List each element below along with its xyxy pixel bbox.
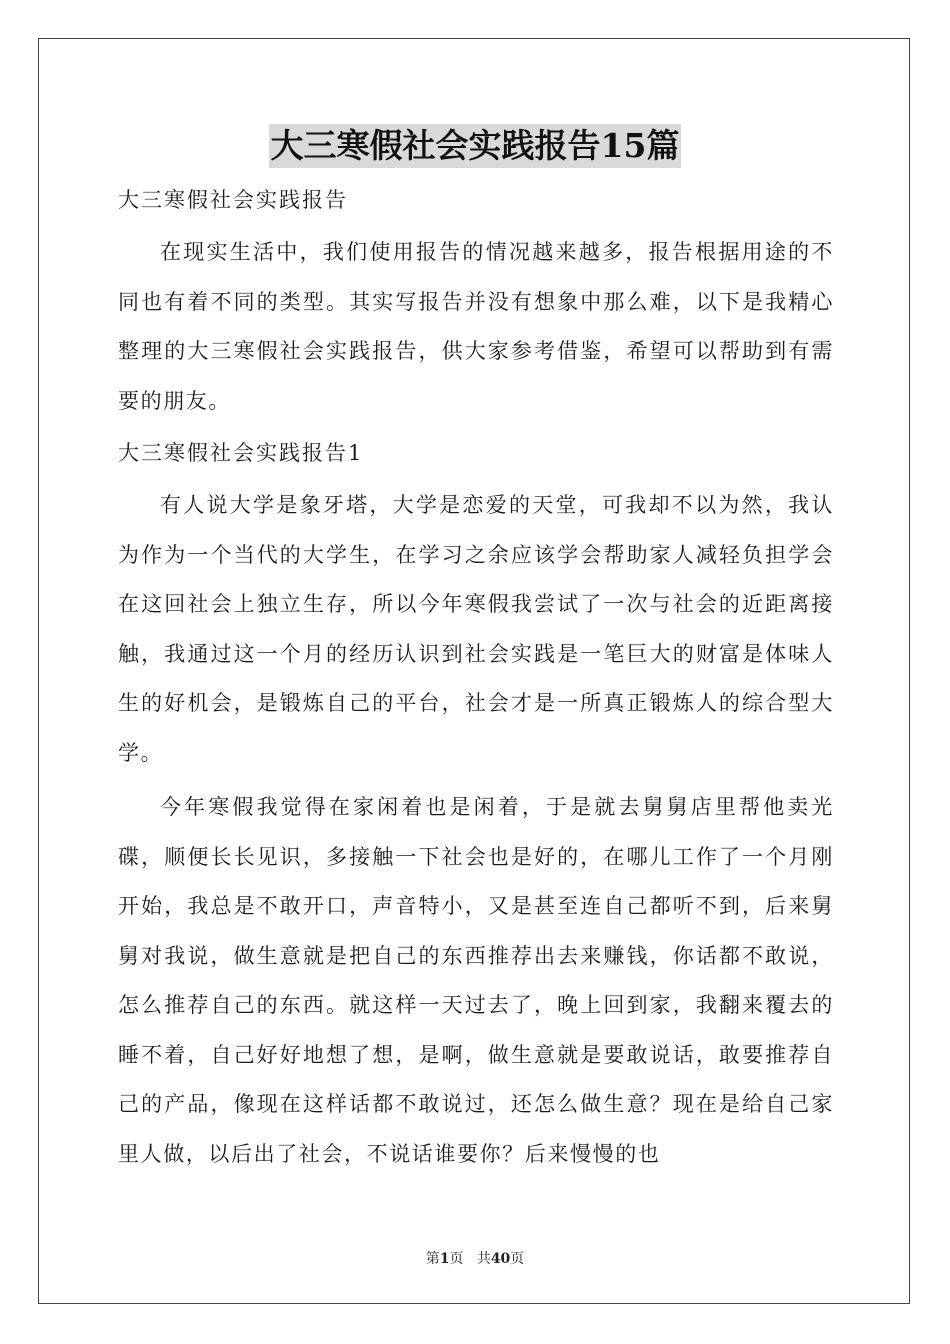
- page-number: 1: [439, 1251, 450, 1267]
- paragraph: 今年寒假我觉得在家闲着也是闲着，于是就去舅舅店里帮他卖光碟，顺便长长见识，多接触一下社会也是好的，在哪儿工作了一个月刚开始，我总是不敢开口，声音特小，又是甚至连自己都听不到，后来舅舅对我说，做生意就是把自己的东西推荐出去来赚钱，你话都不敢说，怎么推荐自己的东西。就这样一天过去了，晚上回到家，我翻来覆去的睡不着，自己好好地想了想，是啊，做生意就是要敢说话，敢要推荐自己的产品，像现在这样话都不敢说过，还怎么做生意？现在是给自己家里人做，以后出了社会，不说话谁要你？后来慢慢的也: [118, 795, 834, 1166]
- page-suffix: 页: [449, 1251, 464, 1267]
- total-prefix: 共: [476, 1251, 491, 1267]
- section-heading: 大三寒假社会实践报告1: [118, 441, 364, 465]
- title-container: [0, 124, 950, 168]
- page-prefix: 第: [425, 1251, 440, 1267]
- total-pages: 40: [490, 1251, 511, 1267]
- total-suffix: 页: [510, 1251, 525, 1267]
- document-body: [118, 178, 834, 1184]
- paragraph: 在现实生活中，我们使用报告的情况越来越多，报告根据用途的不同也有着不同的类型。其实写报告并没有想象中那么难，以下是我精心整理的大三寒假社会实践报告，供大家参考借鉴，希望可以帮助到有需要的朋友。: [118, 240, 834, 413]
- document-title: 大三寒假社会实践报告15篇: [269, 124, 682, 168]
- paragraph: 有人说大学是象牙塔，大学是恋爱的天堂，可我却不以为然，我认为作为一个当代的大学生，在学习之余应该学会帮助家人减轻负担学会在这回社会上独立生存，所以今年寒假我尝试了一次与社会的近距离接触，我通过这一个月的经历认识到社会实践是一笔巨大的财富是体味人生的好机会，是锻炼自己的平台，社会才是一所真正锻炼人的综合型大学。: [118, 493, 834, 765]
- section-heading: 大三寒假社会实践报告: [118, 188, 348, 212]
- page-footer: [0, 1248, 950, 1268]
